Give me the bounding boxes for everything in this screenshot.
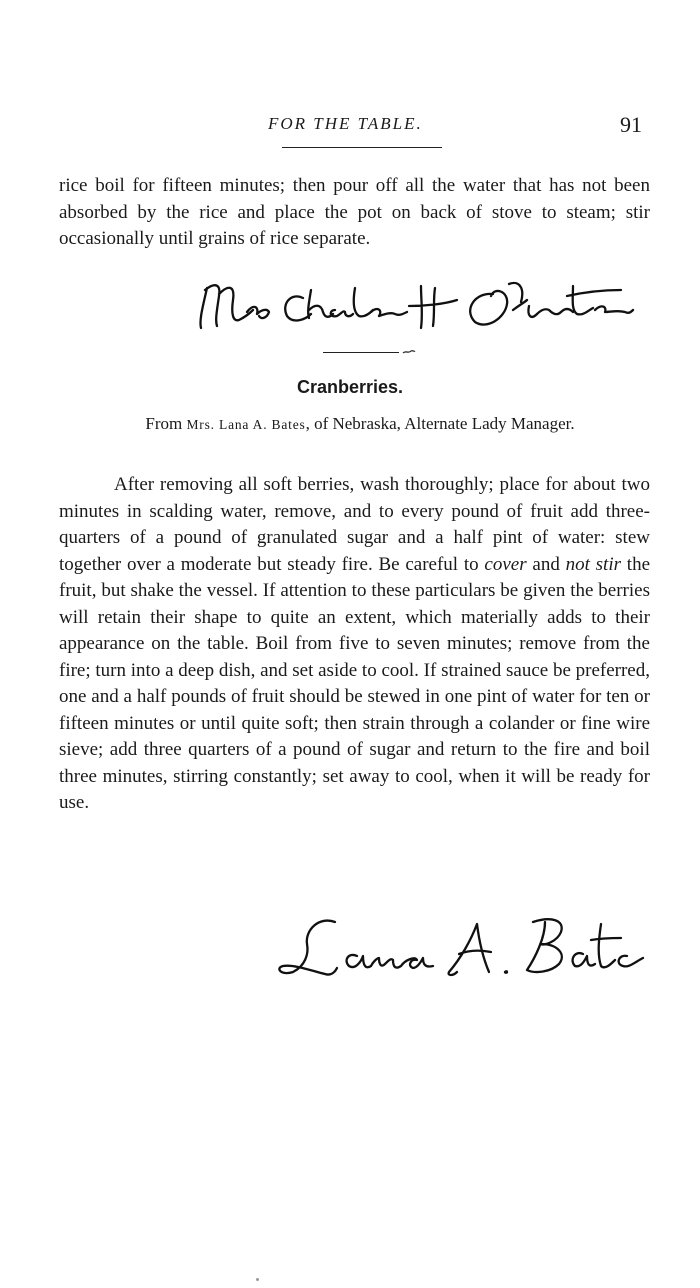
recipe-attribution [95, 413, 625, 436]
attribution-suffix: , of Nebraska, Alternate Lady Manager. [305, 414, 575, 433]
header-rule [282, 147, 442, 148]
attribution-title: Mrs. [186, 417, 215, 432]
recipe-emphasis-not-stir: not stir [565, 553, 622, 575]
attribution-name: Lana A. Bates [219, 417, 306, 432]
recipe-body-part1: After removing all soft berries, wash thoroughly; place for about two minutes in scalding water, remove, and to every pound of fruit add three-quarters of a pound of granulated sugar and a half pint of water: stew together over a moderate but steady fire. Be careful to [59, 474, 650, 575]
recipe-emphasis-cover: cover [484, 553, 527, 575]
previous-recipe-paragraph: rice boil for fifteen minutes; then pour off all the water that has not been absorbed by the rice and place the pot on back of stove to steam; stir occasionally until grains of rice separate. [59, 175, 650, 249]
signature-olmsted [195, 276, 635, 338]
recipe-body-part2: and [526, 553, 566, 575]
page-speck [256, 1278, 259, 1281]
recipe-body [59, 472, 650, 817]
recipe-body-part3: the fruit, but shake the vessel. If attention to these particulars be given the berries will retain their shape to quite an extent, which materially adds to their appearance on the table. Boil from five to seven minutes; remove from the fire; turn into a deep dish, and set aside to cool. If strained sauce be preferred, one and a half pounds of fruit should be stewed in one pint of water for ten or fifteen minutes or until quite soft; then strain through a colander or fine wire sieve; add three quarters of a pound of sugar and return to the fire and boil three minutes, stirring constantly; set away to cool, when it will be ready for use. [59, 553, 651, 813]
attribution-prefix: From [145, 414, 187, 433]
page-number: 91 [620, 112, 642, 137]
signature-bates [265, 910, 650, 990]
section-divider [323, 352, 399, 353]
recipe-title: Cranberries. [296, 377, 404, 397]
running-title: FOR THE TABLE. [268, 114, 423, 133]
running-head [0, 114, 700, 144]
divider-ornament [402, 349, 416, 355]
